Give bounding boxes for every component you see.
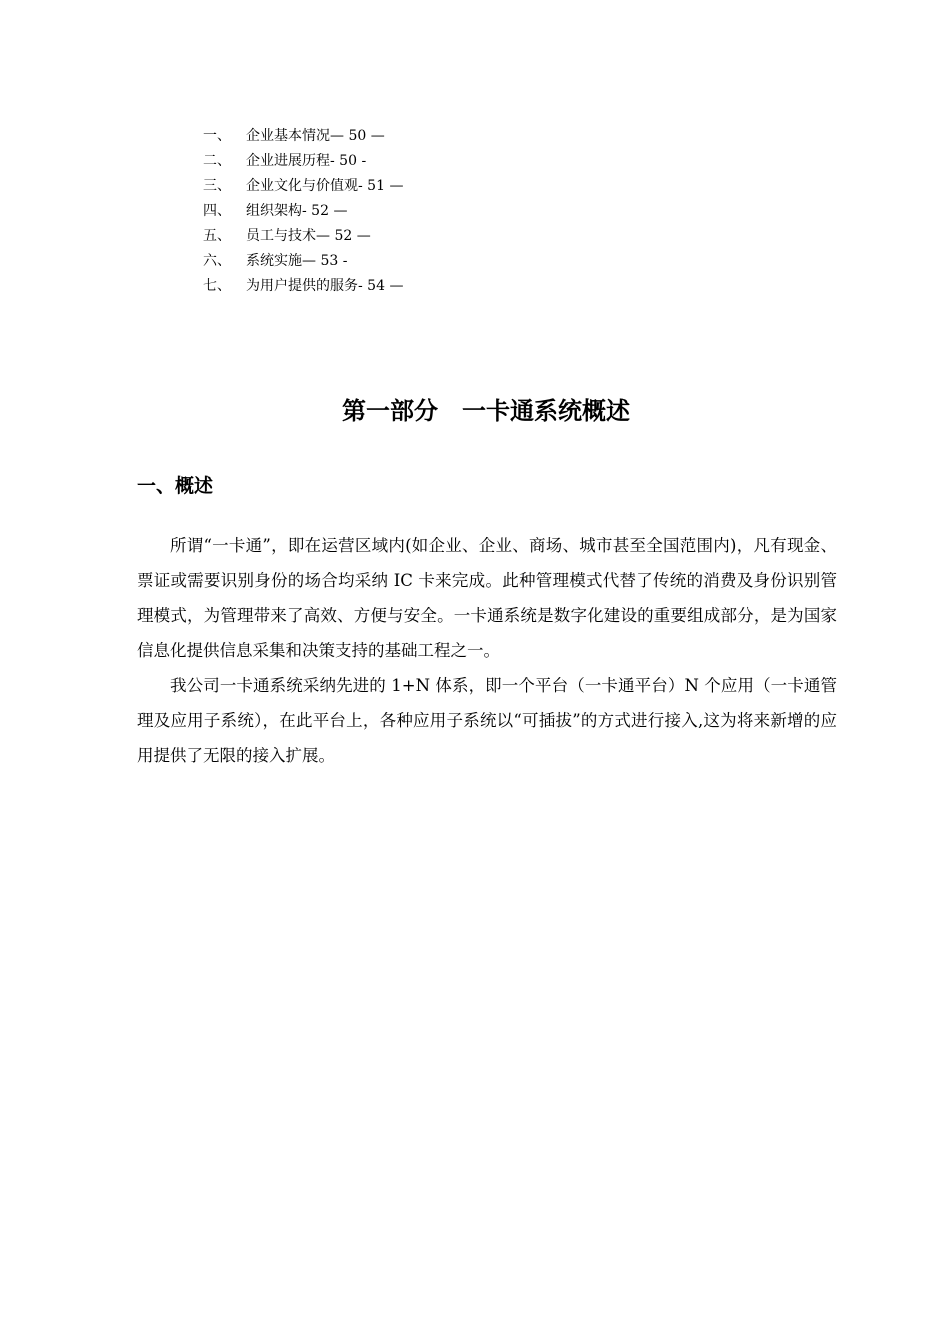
toc-item-text: 为用户提供的服务- 54 — (246, 278, 404, 294)
toc-item-number: 六、 (203, 253, 231, 269)
toc-item[interactable] (203, 274, 403, 299)
toc-item-text: 员工与技术— 52 — (246, 228, 371, 244)
toc-item[interactable] (203, 124, 403, 149)
toc-item[interactable] (203, 199, 403, 224)
toc-item-number: 三、 (203, 178, 231, 194)
toc-item[interactable] (203, 149, 403, 174)
toc-item-number: 五、 (203, 228, 231, 244)
toc-item-text: 企业基本情况— 50 — (246, 128, 385, 144)
toc-item[interactable] (203, 249, 403, 274)
toc-item-text: 企业进展历程- 50 - (246, 153, 367, 169)
paragraph: 我公司一卡通系统采纳先进的 1+N 体系，即一个平台（一卡通平台）N 个应用（一卡通管理及应用子系统），在此平台上，各种应用子系统以“可插拔”的方式进行接入,这为将来新增的应用提供了无限的接入扩展。 (137, 676, 837, 765)
toc-item-number: 四、 (203, 203, 231, 219)
toc-item-number: 一、 (203, 128, 231, 144)
paragraph: 所谓“一卡通”，即在运营区域内(如企业、企业、商场、城市甚至全国范围内)，凡有现金、票证或需要识别身份的场合均采纳 IC 卡来完成。此种管理模式代替了传统的消费及身份识别管理模式，为管理带来了高效、方便与安全。一卡通系统是数字化建设的重要组成部分，是为国家信息化提供信息采集和决策支持的基础工程之一。 (137, 536, 837, 660)
table-of-contents (203, 124, 403, 299)
toc-item-text: 系统实施— 53 - (246, 253, 348, 269)
toc-item[interactable] (203, 174, 403, 199)
toc-item[interactable] (203, 224, 403, 249)
toc-item-text: 企业文化与价值观- 51 — (246, 178, 404, 194)
toc-item-number: 七、 (203, 278, 231, 294)
toc-item-text: 组织架构- 52 — (246, 203, 348, 219)
toc-item-number: 二、 (203, 153, 231, 169)
body-text (137, 528, 837, 773)
section-heading: 一、概述 (137, 475, 214, 497)
part-title: 第一部分 一卡通系统概述 (342, 396, 630, 425)
